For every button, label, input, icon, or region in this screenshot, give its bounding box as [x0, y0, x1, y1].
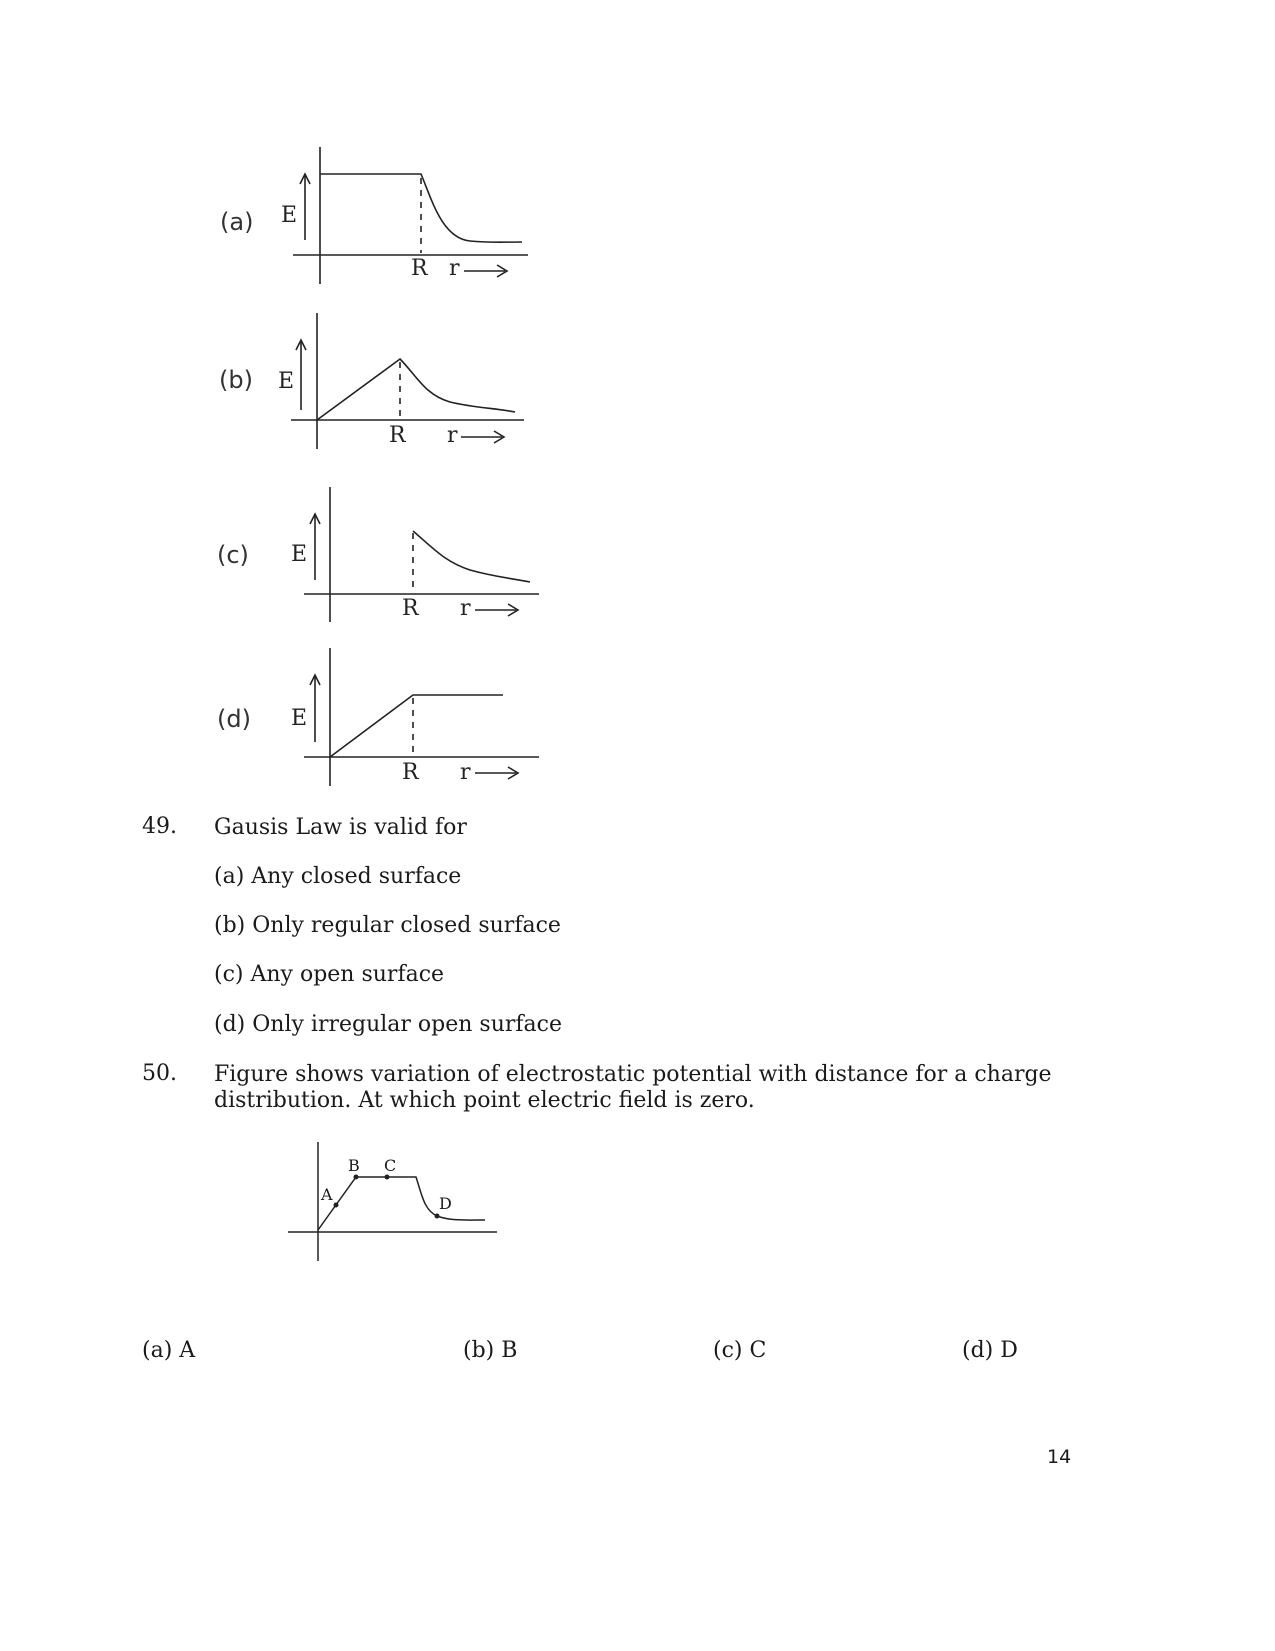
point-a-marker	[334, 1203, 339, 1208]
point-c-label: C	[384, 1156, 397, 1175]
choice-d: (d) D	[962, 1338, 1018, 1363]
option-label: (a)	[220, 208, 254, 236]
page-number: 14	[1047, 1446, 1072, 1468]
choice-c: (c) C	[713, 1338, 767, 1363]
potential-curve	[318, 1177, 485, 1230]
choice-d: (d) Only irregular open surface	[214, 1012, 562, 1037]
point-b-marker	[354, 1175, 359, 1180]
point-a-label: A	[321, 1185, 333, 1204]
r-mark-label: R	[411, 256, 428, 281]
r-mark-label: R	[402, 596, 419, 621]
option-label: (c)	[217, 541, 249, 569]
question-text-line-2: distribution. At which point electric field is zero.	[214, 1088, 755, 1113]
choice-b: (b) Only regular closed surface	[214, 913, 561, 938]
r-mark-label: R	[402, 760, 419, 785]
choice-b: (b) B	[463, 1338, 518, 1363]
y-axis-label: E	[281, 203, 298, 228]
x-axis-label: r	[447, 423, 458, 448]
question-number: 49.	[142, 814, 177, 839]
question-text-line-1: Figure shows variation of electrostatic potential with distance for a charge	[214, 1062, 1052, 1087]
question-number: 50.	[142, 1061, 177, 1086]
point-b-label: B	[348, 1156, 360, 1175]
option-label: (d)	[217, 705, 251, 733]
choice-a: (a) A	[142, 1338, 196, 1363]
x-axis-label: r	[449, 256, 460, 281]
point-c-marker	[385, 1175, 390, 1180]
y-axis-label: E	[291, 542, 308, 567]
choice-a: (a) Any closed surface	[214, 864, 462, 889]
point-d-marker	[435, 1214, 440, 1219]
x-axis-label: r	[460, 760, 471, 785]
point-d-label: D	[439, 1194, 452, 1213]
y-axis-label: E	[278, 369, 295, 394]
option-label: (b)	[219, 366, 253, 394]
question-text: Gausis Law is valid for	[214, 815, 467, 840]
x-axis-label: r	[460, 596, 471, 621]
r-mark-label: R	[389, 423, 406, 448]
choice-c: (c) Any open surface	[214, 962, 445, 987]
y-axis-label: E	[291, 706, 308, 731]
